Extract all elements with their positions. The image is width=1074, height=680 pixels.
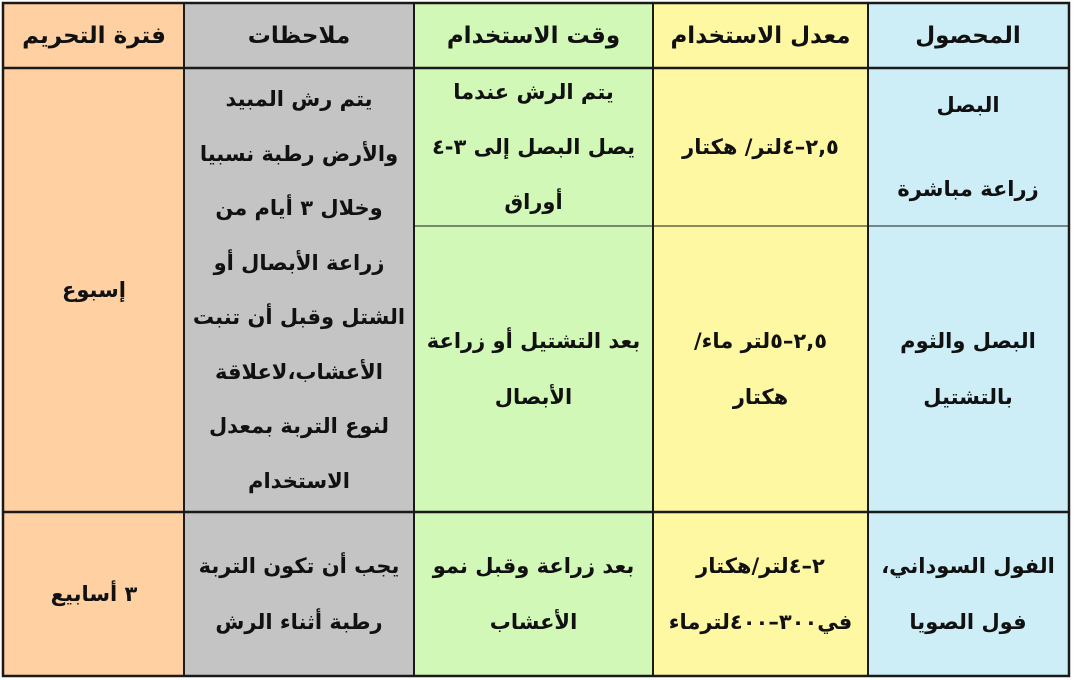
header-crop: المحصول bbox=[868, 4, 1068, 68]
row2-time: بعد التشتيل أو زراعة الأبصال bbox=[414, 226, 653, 512]
header-notes: ملاحظات bbox=[184, 4, 414, 68]
merged-period: إسبوع bbox=[4, 68, 184, 512]
row3-crop: الفول السوداني، فول الصويا bbox=[868, 512, 1068, 676]
row2-crop: البصل والثوم بالتشتيل bbox=[868, 226, 1068, 512]
row2-rate: ٢,٥–٥لتر ماء/ هكتار bbox=[653, 226, 868, 512]
header-period: فترة التحريم bbox=[4, 4, 184, 68]
row1-rate: ٢,٥–٤لتر/ هكتار bbox=[653, 68, 868, 226]
row3-period: ٣ أسابيع bbox=[4, 512, 184, 676]
row3-rate: ٢–٤لتر/هكتار في٣٠٠–٤٠٠لترماء bbox=[653, 512, 868, 676]
header-rate: معدل الاستخدام bbox=[653, 4, 868, 68]
row3-notes: يجب أن تكون التربة رطبة أثناء الرش bbox=[184, 512, 414, 676]
merged-notes: يتم رش المبيد والأرض رطبة نسبيا وخلال ٣ أيام من زراعة الأبصال أو الشتل وقبل أن تنبت الأعشاب،لاعلاقة لنوع التربة بمعدل الاستخدام bbox=[184, 68, 414, 512]
row1-time: يتم الرش عندما يصل البصل إلى ٣-٤ أوراق bbox=[414, 68, 653, 226]
row3-time: بعد زراعة وقبل نمو الأعشاب bbox=[414, 512, 653, 676]
header-time: وقت الاستخدام bbox=[414, 4, 653, 68]
row1-crop: البصل زراعة مباشرة bbox=[868, 68, 1068, 226]
